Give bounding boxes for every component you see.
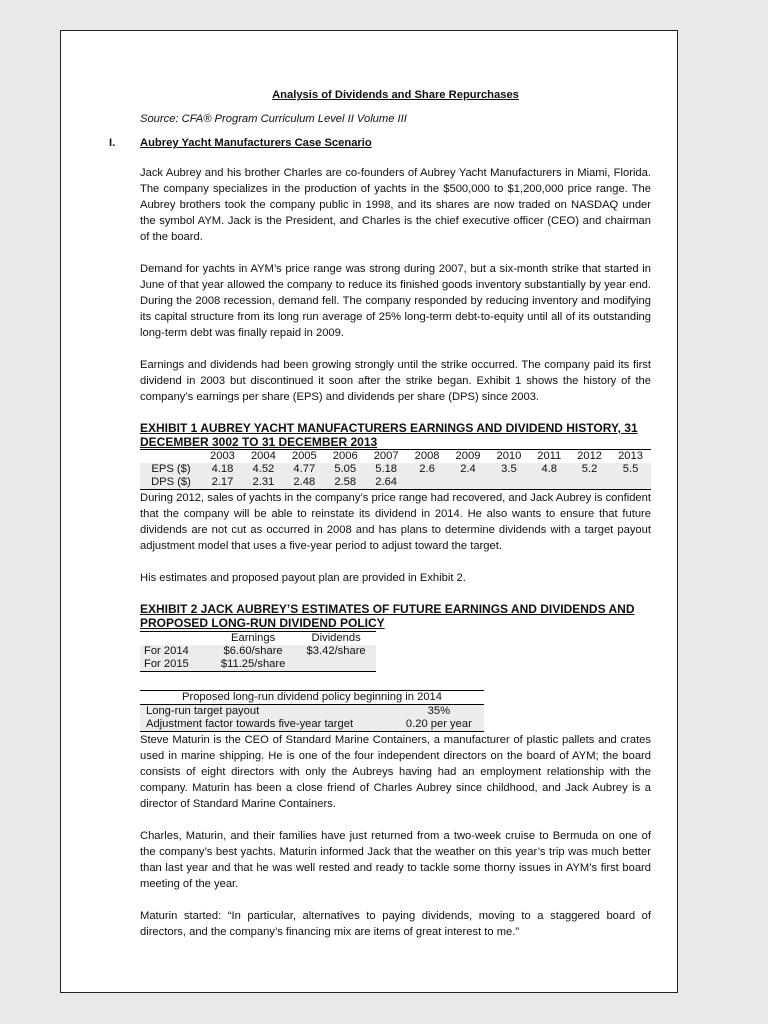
paragraph-1: Jack Aubrey and his brother Charles are co-founders of Aubrey Yacht Manufacturers in Miami, Florida. The company specializes in the production of yachts in the $500,000 to $1,200,000 price range. The Aubrey brothers took the company public in 1998, and its shares are now traded on NASDAQ under the symbol AYM. Jack is the President, and Charles is the chief executive officer (CEO) and chairman of the board. <box>140 167 651 243</box>
row-label: EPS ($) <box>140 463 202 476</box>
eps-cell: 5.05 <box>325 463 366 476</box>
dividends-cell: $3.42/share <box>296 645 376 658</box>
eps-cell: 2.4 <box>448 463 489 476</box>
table-row-eps <box>140 463 651 476</box>
paragraph-4: During 2012, sales of yachts in the company’s price range had recovered, and Jack Aubrey is confident that the company will be able to reinstate its dividend in 2014. He also wants to ensure that future dividends are not cut as occurred in 2008 and has plans to determine dividends with a target payout adjustment model that uses a five-year period to adjust toward the target. <box>140 492 651 552</box>
eps-cell: 5.18 <box>366 463 407 476</box>
exhibit-2-title <box>140 602 651 630</box>
dps-cell: 2.48 <box>284 476 325 490</box>
dps-cell <box>448 476 489 490</box>
eps-cell: 2.6 <box>407 463 448 476</box>
policy-header-row <box>140 691 484 705</box>
dps-cell <box>407 476 448 490</box>
policy-value: 35% <box>394 705 484 719</box>
paragraph-5: His estimates and proposed payout plan are provided in Exhibit 2. <box>140 572 466 584</box>
section-title: Aubrey Yacht Manufacturers Case Scenario <box>140 137 372 149</box>
exhibit-2-estimates-table <box>140 631 376 672</box>
year-header: 2012 <box>577 450 603 462</box>
table-row <box>140 718 484 732</box>
eps-cell: 4.77 <box>284 463 325 476</box>
exhibit-1-header-row <box>140 450 651 464</box>
dps-cell: 2.17 <box>202 476 243 490</box>
dps-cell <box>529 476 569 490</box>
exhibit-1-title-line-2: DECEMBER 3002 TO 31 DECEMBER 2013 <box>140 435 378 449</box>
exhibit-2-corner-cell <box>140 632 210 646</box>
dividends-cell <box>296 658 376 672</box>
document-page <box>60 30 678 993</box>
dps-cell <box>488 476 529 490</box>
exhibit-1-corner-cell <box>140 450 202 464</box>
paragraph-8: Maturin started: “In particular, alternatives to paying dividends, moving to a staggered board of directors, and the company’s financing mix are items of great interest to me.” <box>140 910 651 938</box>
eps-cell: 4.18 <box>202 463 243 476</box>
source-line: Source: CFA® Program Curriculum Level II Volume III <box>140 113 407 125</box>
policy-label: Adjustment factor towards five-year target <box>140 718 394 732</box>
document-title: Analysis of Dividends and Share Repurchases <box>272 89 519 101</box>
dividends-header: Dividends <box>311 632 361 644</box>
document-content <box>109 87 651 940</box>
policy-label: Long-run target payout <box>140 705 394 719</box>
earnings-header: Earnings <box>231 632 276 644</box>
row-label: DPS ($) <box>140 476 202 490</box>
year-header: 2006 <box>332 450 358 462</box>
paragraph-7: Charles, Maturin, and their families have just returned from a two-week cruise to Bermuda on one of the company’s best yachts. Maturin informed Jack that the weather on this year’s trip was much better than last year and that he was well rested and ready to tackle some thorny issues in AYM’s first board meeting of the year. <box>140 830 651 890</box>
eps-cell: 4.52 <box>243 463 284 476</box>
dps-cell: 2.64 <box>366 476 407 490</box>
policy-header: Proposed long-run dividend policy beginning in 2014 <box>140 691 484 705</box>
dps-cell <box>610 476 651 490</box>
table-row-dps <box>140 476 651 490</box>
eps-cell: 4.8 <box>529 463 569 476</box>
paragraph-2: Demand for yachts in AYM’s price range was strong during 2007, but a six-month strike that started in June of that year allowed the company to reduce its finished goods inventory substantially by year end. During the 2008 recession, demand fell. The company responded by reducing inventory and modifying its capital structure from its long run average of 25% long-term debt-to-equity until all of its outstanding long-term debt was finally repaid in 2009. <box>140 263 651 339</box>
eps-cell: 5.5 <box>610 463 651 476</box>
table-row <box>140 705 484 719</box>
exhibit-1-title <box>140 421 651 449</box>
exhibit-1-title-line-1: EXHIBIT 1 AUBREY YACHT MANUFACTURERS EARNINGS AND DIVIDEND HISTORY, 31 <box>140 421 638 435</box>
paragraph-3: Earnings and dividends had been growing strongly until the strike occurred. The company paid its first dividend in 2003 but discontinued it soon after the strike began. Exhibit 1 shows the history of the company’s earnings per share (EPS) and dividends per share (DPS) since 2003. <box>140 359 651 403</box>
table-row <box>140 658 376 672</box>
year-header: 2005 <box>291 450 317 462</box>
year-header: 2008 <box>414 450 440 462</box>
eps-cell: 5.2 <box>569 463 610 476</box>
section-number: I. <box>109 137 116 149</box>
dps-cell <box>569 476 610 490</box>
earnings-cell: $11.25/share <box>210 658 296 672</box>
policy-value: 0.20 per year <box>394 718 484 732</box>
year-header: 2007 <box>373 450 399 462</box>
eps-cell: 3.5 <box>488 463 529 476</box>
year-header: 2009 <box>455 450 481 462</box>
table-row <box>140 645 376 658</box>
year-header: 2004 <box>250 450 276 462</box>
exhibit-2-header-row <box>140 632 376 646</box>
year-header: 2011 <box>537 450 562 462</box>
paragraph-6: Steve Maturin is the CEO of Standard Marine Containers, a manufacturer of plastic pallets and crates used in marine shipping. He is one of the four independent directors on the board of AYM; the board consists of eight directors with only the Aubreys having had an employment relationship with the company. Maturin has been a close friend of Charles Aubrey since childhood, and Jack Aubrey is a director of Standard Marine Containers. <box>140 734 651 810</box>
exhibit-1-table <box>140 449 651 490</box>
year-header: 2003 <box>210 450 235 462</box>
dividend-policy-table <box>140 690 484 732</box>
row-label: For 2014 <box>140 645 210 658</box>
row-label: For 2015 <box>140 658 210 672</box>
section-heading <box>109 135 651 151</box>
year-header: 2010 <box>496 450 522 462</box>
dps-cell: 2.31 <box>243 476 284 490</box>
exhibit-2-title-line-2: PROPOSED LONG-RUN DIVIDEND POLICY <box>140 616 385 630</box>
earnings-cell: $6.60/share <box>210 645 296 658</box>
dps-cell: 2.58 <box>325 476 366 490</box>
year-header: 2013 <box>618 450 643 462</box>
exhibit-2-title-line-1: EXHIBIT 2 JACK AUBREY’S ESTIMATES OF FUTURE EARNINGS AND DIVIDENDS AND <box>140 602 635 616</box>
